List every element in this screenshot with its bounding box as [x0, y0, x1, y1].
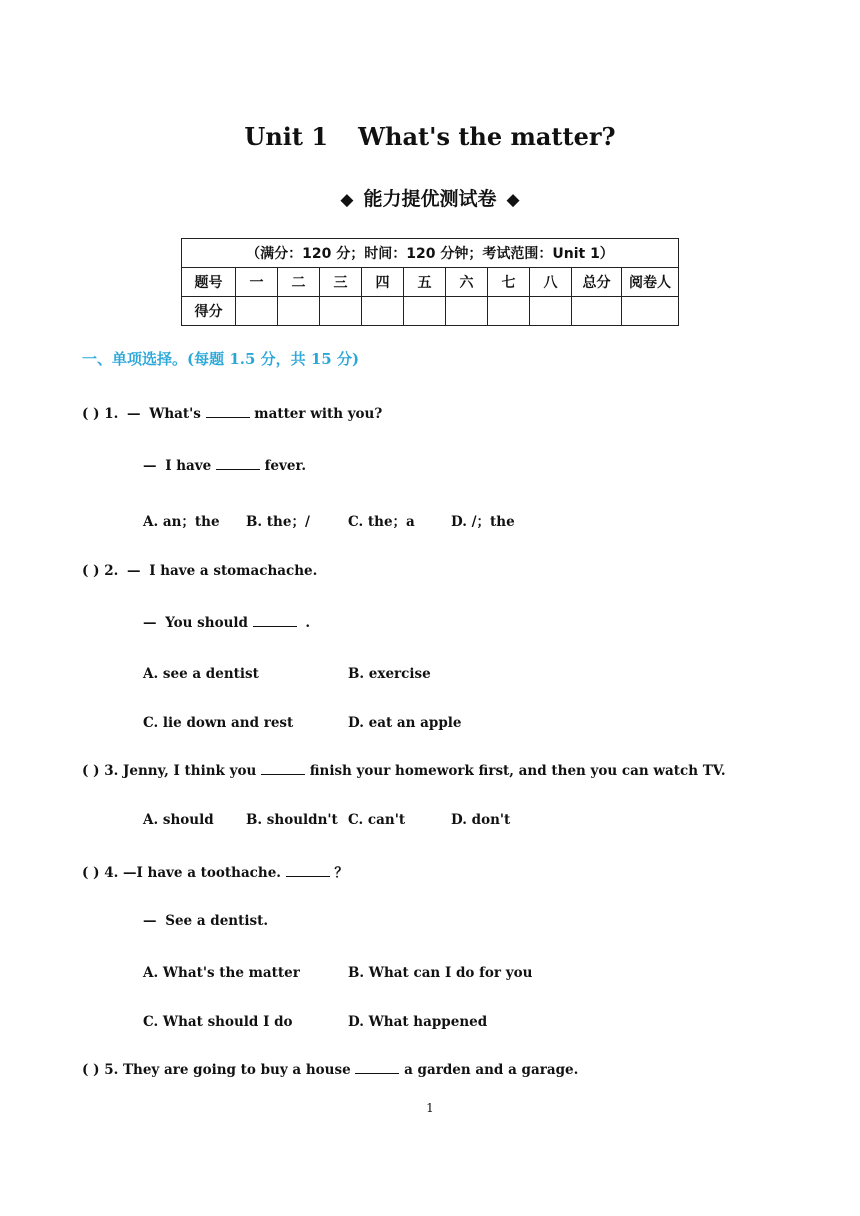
question-text: .	[305, 615, 311, 631]
dash: —	[126, 406, 141, 422]
question-4-reply	[143, 913, 268, 929]
title-unit: Unit 1	[244, 122, 329, 151]
option-a[interactable]: A. an；the	[143, 514, 220, 530]
question-3	[82, 763, 726, 779]
score-cell[interactable]	[488, 297, 530, 326]
question-number: 3.	[104, 763, 119, 779]
score-cell[interactable]	[278, 297, 320, 326]
option-d[interactable]: D. What happened	[348, 1014, 488, 1030]
table-header-row	[182, 268, 679, 297]
dash: —	[143, 913, 157, 929]
score-cell[interactable]	[362, 297, 404, 326]
header-cell: 二	[278, 268, 320, 297]
option-b[interactable]: B. What can I do for you	[348, 965, 533, 981]
question-2-reply	[143, 615, 310, 631]
diamond-right-icon: ◆	[506, 190, 520, 210]
score-cell[interactable]	[320, 297, 362, 326]
option-c[interactable]: C. can't	[348, 812, 406, 828]
header-cell: 七	[488, 268, 530, 297]
score-cell[interactable]	[446, 297, 488, 326]
diamond-left-icon: ◆	[340, 190, 354, 210]
answer-blank[interactable]	[261, 773, 305, 775]
header-cell: 三	[320, 268, 362, 297]
option-b[interactable]: B. shouldn't	[246, 812, 338, 828]
question-text: Jenny, I think you	[122, 763, 257, 779]
header-cell: 一	[236, 268, 278, 297]
page-title	[0, 122, 860, 151]
answer-blank[interactable]	[286, 875, 330, 877]
score-cell[interactable]	[622, 297, 679, 326]
question-text: You should	[165, 615, 248, 631]
question-1-reply	[143, 458, 306, 474]
question-number: 5.	[104, 1062, 119, 1078]
question-text: finish your homework first, and then you can watch TV.	[309, 763, 726, 779]
score-cell[interactable]	[572, 297, 622, 326]
header-cell: 八	[530, 268, 572, 297]
question-5	[82, 1062, 578, 1078]
title-topic: What's the matter?	[358, 122, 616, 151]
option-c[interactable]: C. lie down and rest	[143, 715, 294, 731]
dash: —	[143, 458, 157, 474]
question-text: I have	[165, 458, 212, 474]
answer-blank[interactable]	[355, 1072, 399, 1074]
section-heading: 一、单项选择。(每题 1.5 分，共 15 分)	[82, 350, 360, 368]
question-1	[82, 406, 382, 422]
option-d[interactable]: D. /；the	[451, 514, 515, 530]
answer-paren: ( )	[82, 1062, 100, 1078]
question-text: They are going to buy a house	[122, 1062, 351, 1078]
option-b[interactable]: B. the；/	[246, 514, 310, 530]
option-b[interactable]: B. exercise	[348, 666, 431, 682]
option-d[interactable]: D. don't	[451, 812, 511, 828]
answer-paren: ( )	[82, 563, 100, 579]
header-cell: 阅卷人	[622, 268, 679, 297]
page-number: 1	[426, 1101, 434, 1115]
answer-paren: ( )	[82, 763, 100, 779]
question-2	[82, 563, 317, 579]
subtitle-text: 能力提优测试卷	[363, 188, 497, 210]
score-label: 得分	[182, 297, 236, 326]
question-number: 1.	[104, 406, 119, 422]
option-c[interactable]: C. What should I do	[143, 1014, 293, 1030]
header-cell: 总分	[572, 268, 622, 297]
header-cell: 题号	[182, 268, 236, 297]
answer-paren: ( )	[82, 865, 100, 881]
header-cell: 五	[404, 268, 446, 297]
score-cell[interactable]	[236, 297, 278, 326]
option-c[interactable]: C. the；a	[348, 514, 415, 530]
question-text: —I have a toothache.	[122, 865, 282, 881]
answer-paren: ( )	[82, 406, 100, 422]
score-cell[interactable]	[530, 297, 572, 326]
answer-blank[interactable]	[253, 625, 297, 627]
header-cell: 六	[446, 268, 488, 297]
question-text: matter with you?	[254, 406, 383, 422]
question-4	[82, 861, 348, 881]
option-d[interactable]: D. eat an apple	[348, 715, 462, 731]
dash: —	[143, 615, 157, 631]
option-a[interactable]: A. should	[143, 812, 214, 828]
answer-blank[interactable]	[216, 468, 260, 470]
exam-info: （满分：120 分；时间：120 分钟；考试范围：Unit 1）	[182, 239, 679, 268]
answer-blank[interactable]	[206, 416, 250, 418]
question-text: a garden and a garage.	[404, 1062, 579, 1078]
score-cell[interactable]	[404, 297, 446, 326]
question-text: I have a stomachache.	[149, 563, 318, 579]
question-number: 2.	[104, 563, 119, 579]
dash: —	[126, 563, 141, 579]
page-subtitle	[0, 184, 860, 211]
score-table	[181, 238, 679, 326]
question-text: fever.	[264, 458, 307, 474]
question-text: What's	[149, 406, 201, 422]
question-text: See a dentist.	[165, 913, 269, 929]
score-row	[182, 297, 679, 326]
option-a[interactable]: A. see a dentist	[143, 666, 259, 682]
option-a[interactable]: A. What's the matter	[143, 965, 300, 981]
header-cell: 四	[362, 268, 404, 297]
question-text: ？	[334, 865, 348, 881]
question-number: 4.	[104, 865, 119, 881]
